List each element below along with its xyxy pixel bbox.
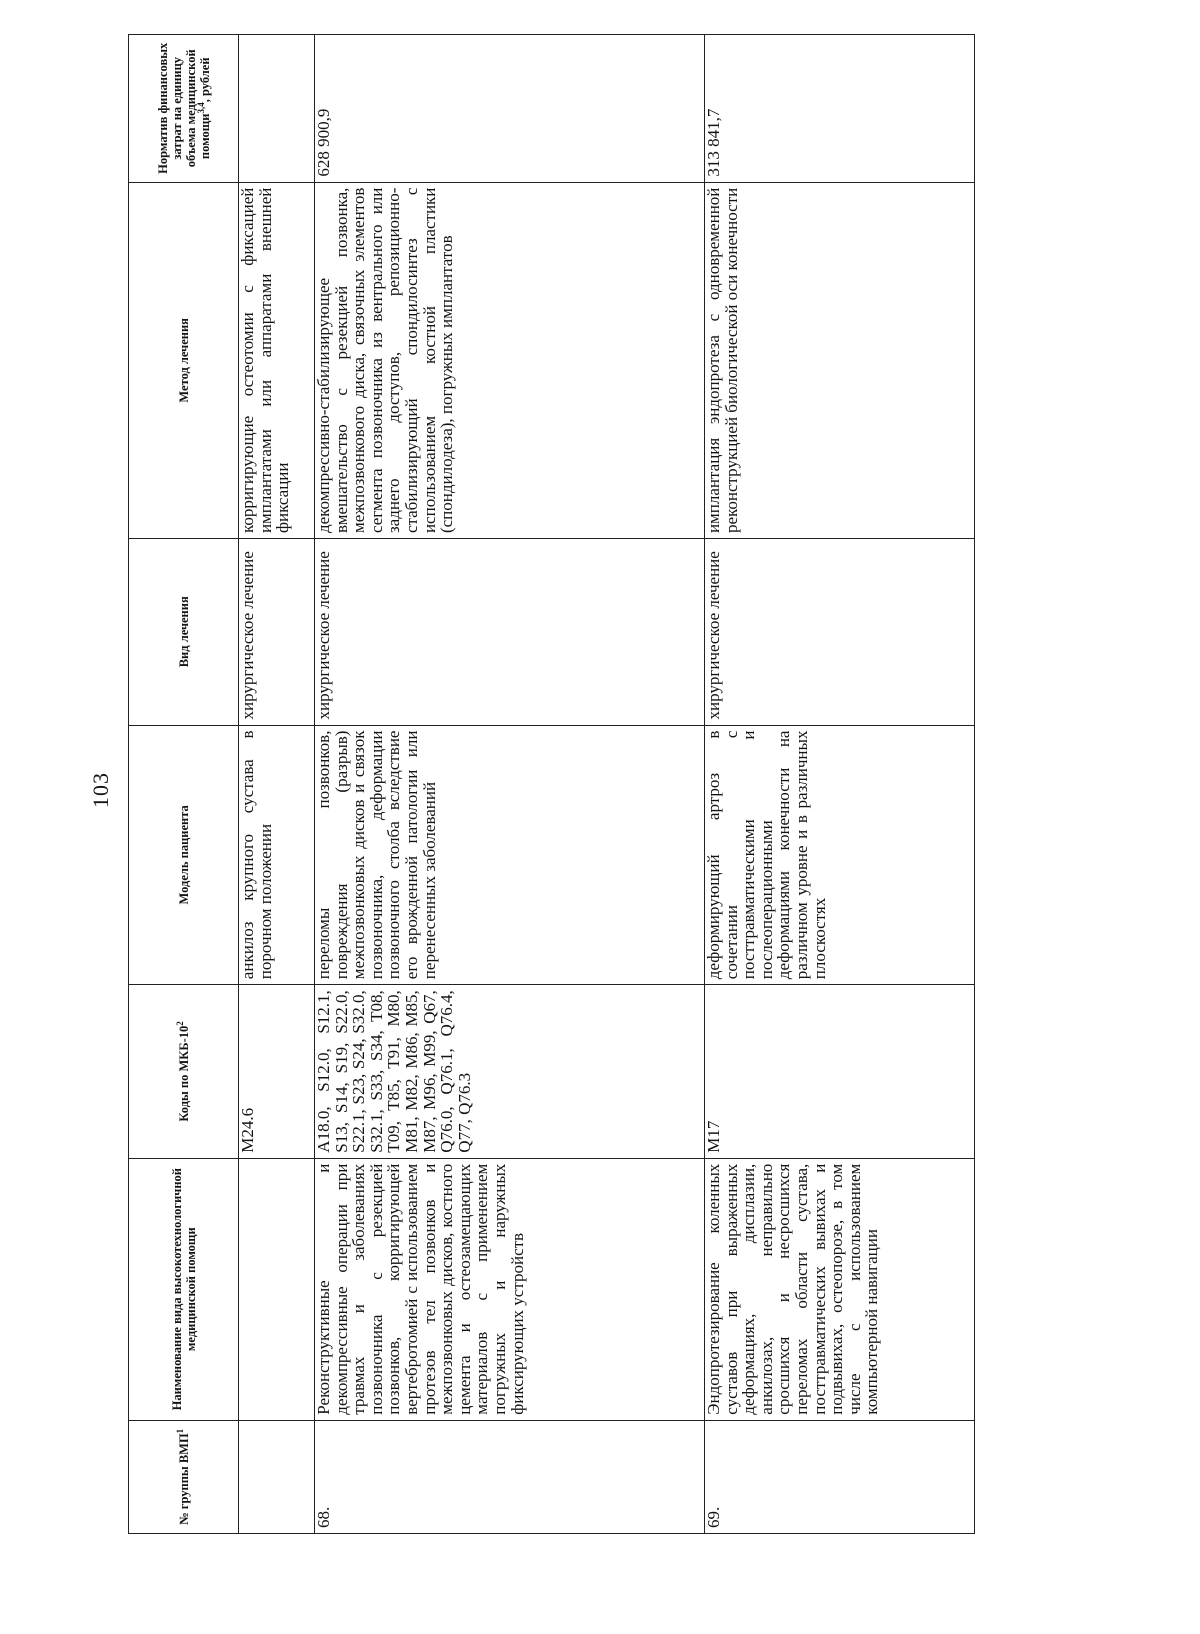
header-type: Вид лечения bbox=[129, 539, 239, 725]
cell-model: переломы позвонков, повреждения (разрыв) межпозвонковых дисков и связок позвоночника, деформации позвоночного столба вследствие его врожденной патологии или перенесенных заболеваний bbox=[315, 725, 705, 985]
cell-norm bbox=[239, 35, 315, 183]
cell-norm: 628 900,9 bbox=[315, 35, 705, 183]
cell-name bbox=[239, 1158, 315, 1420]
cell-codes: M24.6 bbox=[239, 985, 315, 1159]
cell-norm: 313 841,7 bbox=[705, 35, 975, 183]
header-codes: Коды по МКБ-$10^2$ bbox=[129, 985, 239, 1159]
cell-group: 68. bbox=[315, 1420, 705, 1533]
cell-codes: M17 bbox=[705, 985, 975, 1159]
cell-group bbox=[239, 1420, 315, 1533]
cell-name: Эндопротезирование коленных суставов при выраженных деформациях, дисплазии, анкилозах, неправильно сросшихся и несросшихся переломах области сустава, посттравматических вывихах и подвывихах, остеопорозе, в том числе с использованием компьютерной навигации bbox=[705, 1158, 975, 1420]
cell-method: имплантация эндопротеза с одновременной реконструкцией биологической оси конечности bbox=[705, 182, 975, 538]
cell-type: хирургическое лечение bbox=[315, 539, 705, 725]
page-number: 103 bbox=[88, 772, 113, 808]
cell-method: декомпрессивно-стабилизирующее вмешательство с резекцией позвонка, межпозвонкового диска, связочных элементов сегмента позвоночника из вентрального или заднего доступов, репозиционно-стабилизирующий спондилосинтез с использованием костной пластики (спондилодеза), погружных имплантатов bbox=[315, 182, 705, 538]
header-group: № группы ВМП$^1$ bbox=[129, 1420, 239, 1533]
header-name: Наименование вида высокотехнологичной медицинской помощи bbox=[129, 1158, 239, 1420]
cell-name: Реконструктивные и декомпрессивные операции при травмах и заболеваниях позвоночника с резекцией позвонков, корригирующей вертебротомией с использованием протезов тел позвонков и межпозвонковых дисков, костного цемента и остеозамещающих материалов с применением погружных и наружных фиксирующих устройств bbox=[315, 1158, 705, 1420]
cell-group: 69. bbox=[705, 1420, 975, 1533]
header-method: Метод лечения bbox=[129, 182, 239, 538]
cell-model: деформирующий артроз в сочетании с посттравматическими и послеоперационными деформациями конечности на различном уровне и в различных плоскостях bbox=[705, 725, 975, 985]
rotated-table-wrapper bbox=[128, 34, 1018, 1534]
table-row bbox=[239, 35, 315, 1534]
table-row bbox=[315, 35, 705, 1534]
cell-model: анкилоз крупного сустава в порочном положении bbox=[239, 725, 315, 985]
vmp-table bbox=[128, 34, 975, 1534]
cell-type: хирургическое лечение bbox=[705, 539, 975, 725]
cell-codes: A18.0, S12.0, S12.1, S13, S14, S19, S22.0, S22.1, S23, S24, S32.0, S32.1, S33, S34, T08, T09, T85, T91, M80, M81, M82, M86, M85, M87, M96, M99, Q67, Q76.0, Q76.1, Q76.4, Q77, Q76.3 bbox=[315, 985, 705, 1159]
table-row bbox=[705, 35, 975, 1534]
cell-type: хирургическое лечение bbox=[239, 539, 315, 725]
header-row bbox=[129, 35, 239, 1534]
cell-method: корригирующие остеотомии с фиксацией имплантатами или аппаратами внешней фиксации bbox=[239, 182, 315, 538]
header-norm: Норматив финансовых затрат на единицу объема медицинской помощи$^{3,4}$, рублей bbox=[129, 35, 239, 183]
header-model: Модель пациента bbox=[129, 725, 239, 985]
